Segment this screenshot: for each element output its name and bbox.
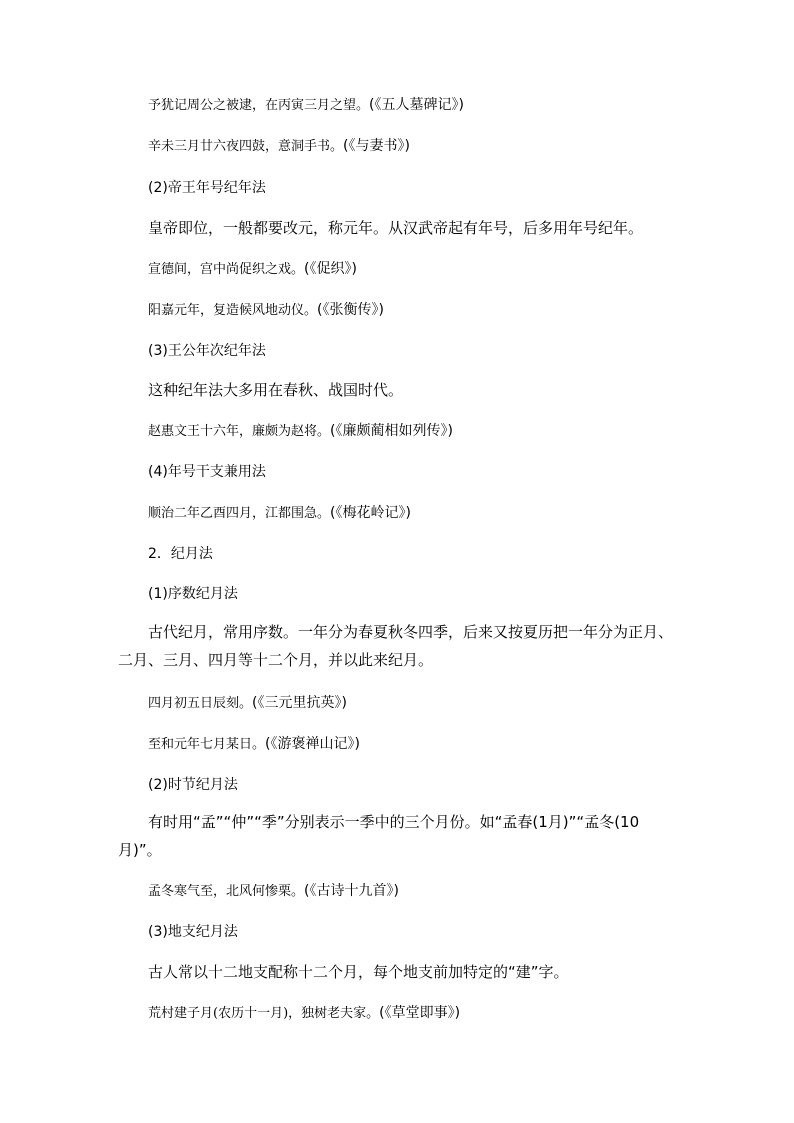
body-paragraph: 这种纪年法大多用在春秋、战国时代。 bbox=[148, 381, 404, 399]
example-text: 荒村建子月(农历十一月)，独树老夫家。 bbox=[148, 1006, 380, 1021]
example-line bbox=[148, 1002, 460, 1022]
body-paragraph: 古代纪月，常用序数。一年分为春夏秋冬四季，后来又按夏历把一年分为正月、二月、三月、四月等十二个月，并以此来纪月。 bbox=[118, 623, 674, 669]
example-source: (《三元里抗英》) bbox=[252, 695, 347, 711]
body-paragraph: 皇帝即位，一般都要改元，称元年。从汉武帝起有年号，后多用年号纪年。 bbox=[148, 219, 644, 237]
example-line bbox=[148, 692, 347, 712]
example-text: 赵惠文王十六年，廉颇为赵将。 bbox=[148, 424, 331, 439]
example-source: (《草堂即事》) bbox=[379, 1005, 461, 1021]
example-text: 辛未三月廿六夜四鼓，意洞手书。 bbox=[148, 139, 344, 154]
section-heading: (1)序数纪月法 bbox=[148, 586, 238, 602]
example-line bbox=[148, 880, 399, 900]
example-text: 顺治二年乙酉四月，江都围急。 bbox=[148, 506, 331, 521]
example-line bbox=[148, 420, 453, 440]
example-line bbox=[148, 94, 464, 114]
example-line bbox=[148, 258, 357, 278]
body-paragraph: 有时用“孟”“仲”“季”分别表示一季中的三个月份。如“孟春(1月)”“孟冬(10月)”。 bbox=[118, 813, 640, 859]
example-source: (《梅花岭记》) bbox=[330, 505, 411, 521]
body-paragraph: 古人常以十二地支配称十二个月，每个地支前加特定的“建”字。 bbox=[148, 963, 569, 981]
example-text: 孟冬寒气至，北风何惨栗。 bbox=[148, 884, 305, 899]
example-source: (《促织》) bbox=[304, 261, 357, 277]
example-source: (《廉颇蔺相如列传》) bbox=[330, 423, 453, 439]
example-line bbox=[148, 733, 360, 753]
section-heading: (2)时节纪月法 bbox=[148, 777, 238, 793]
section-heading: (4)年号干支兼用法 bbox=[148, 464, 266, 480]
example-source: (《与妻书》) bbox=[343, 138, 410, 154]
section-heading: (3)地支纪月法 bbox=[148, 924, 238, 940]
section-heading: 2．纪月法 bbox=[148, 546, 213, 562]
example-source: (《古诗十九首》) bbox=[304, 883, 399, 899]
example-line bbox=[148, 502, 411, 522]
example-text: 至和元年七月某日。 bbox=[148, 737, 266, 752]
example-source: (《张衡传》) bbox=[317, 302, 384, 318]
example-text: 阳嘉元年，复造候风地动仪。 bbox=[148, 303, 318, 318]
example-text: 四月初五日辰刻。 bbox=[148, 696, 253, 711]
example-line bbox=[148, 299, 384, 319]
section-heading: (3)王公年次纪年法 bbox=[148, 343, 266, 359]
example-text: 宣德间，宫中尚促织之戏。 bbox=[148, 262, 305, 277]
example-source: (《五人墓碑记》) bbox=[369, 97, 464, 113]
example-text: 予犹记周公之被逮，在丙寅三月之望。 bbox=[148, 98, 370, 113]
example-line bbox=[148, 135, 410, 155]
section-heading: (2)帝王年号纪年法 bbox=[148, 180, 266, 196]
example-source: (《游褒禅山记》) bbox=[265, 736, 360, 752]
